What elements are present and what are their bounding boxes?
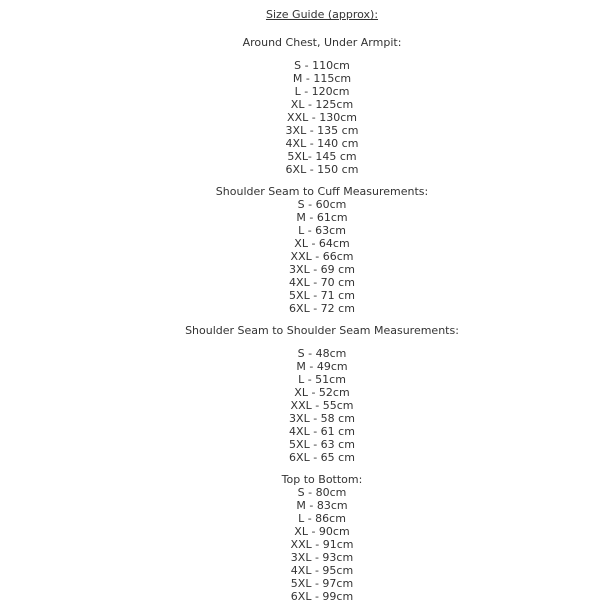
size-row: 3XL - 93cm — [290, 551, 354, 564]
size-row: L - 120cm — [294, 85, 350, 98]
section-heading: Around Chest, Under Armpit: — [242, 36, 402, 49]
size-section — [44, 36, 600, 176]
size-row: XXL - 66cm — [290, 250, 354, 263]
size-row: 4XL - 140 cm — [285, 137, 359, 150]
size-row: XXL - 130cm — [287, 111, 357, 124]
size-row: XXL - 55cm — [290, 399, 354, 412]
size-row: 6XL - 72 cm — [289, 302, 355, 315]
size-section — [44, 324, 600, 464]
size-row: S - 80cm — [297, 486, 347, 499]
size-row: 6XL - 150 cm — [285, 163, 359, 176]
size-row: 4XL - 95cm — [290, 564, 354, 577]
size-row: L - 63cm — [298, 224, 346, 237]
size-row: 6XL - 99cm — [290, 590, 354, 603]
size-row: 5XL- 145 cm — [287, 150, 357, 163]
size-row: 3XL - 135 cm — [285, 124, 359, 137]
section-heading: Shoulder Seam to Cuff Measurements: — [215, 185, 429, 198]
size-row: S - 48cm — [297, 347, 347, 360]
size-row: XL - 64cm — [294, 237, 350, 250]
size-row: 6XL - 65 cm — [289, 451, 355, 464]
size-row: 4XL - 61 cm — [289, 425, 355, 438]
size-row: 3XL - 58 cm — [289, 412, 355, 425]
size-row: XL - 125cm — [290, 98, 354, 111]
size-row: XL - 52cm — [294, 386, 350, 399]
size-list — [44, 486, 600, 603]
section-heading: Top to Bottom: — [281, 473, 363, 486]
size-list — [44, 198, 600, 315]
size-row: M - 49cm — [296, 360, 348, 373]
size-sections-container — [44, 36, 600, 603]
section-heading: Shoulder Seam to Shoulder Seam Measurements: — [185, 324, 459, 337]
size-row: L - 86cm — [298, 512, 346, 525]
size-row: M - 115cm — [292, 72, 352, 85]
size-row: 5XL - 97cm — [290, 577, 354, 590]
size-row: S - 110cm — [294, 59, 350, 72]
size-row: 4XL - 70 cm — [289, 276, 355, 289]
size-row: S - 60cm — [297, 198, 347, 211]
size-section — [44, 473, 600, 603]
size-row: 3XL - 69 cm — [289, 263, 355, 276]
size-row: 5XL - 63 cm — [289, 438, 355, 451]
size-row: L - 51cm — [298, 373, 346, 386]
size-row: M - 61cm — [296, 211, 348, 224]
size-section — [44, 185, 600, 315]
size-row: XL - 90cm — [294, 525, 350, 538]
size-row: 5XL - 71 cm — [289, 289, 355, 302]
size-list — [44, 59, 600, 176]
size-list — [44, 347, 600, 464]
page-title: Size Guide (approx): — [265, 8, 379, 21]
size-row: M - 83cm — [296, 499, 348, 512]
size-row: XXL - 91cm — [290, 538, 354, 551]
